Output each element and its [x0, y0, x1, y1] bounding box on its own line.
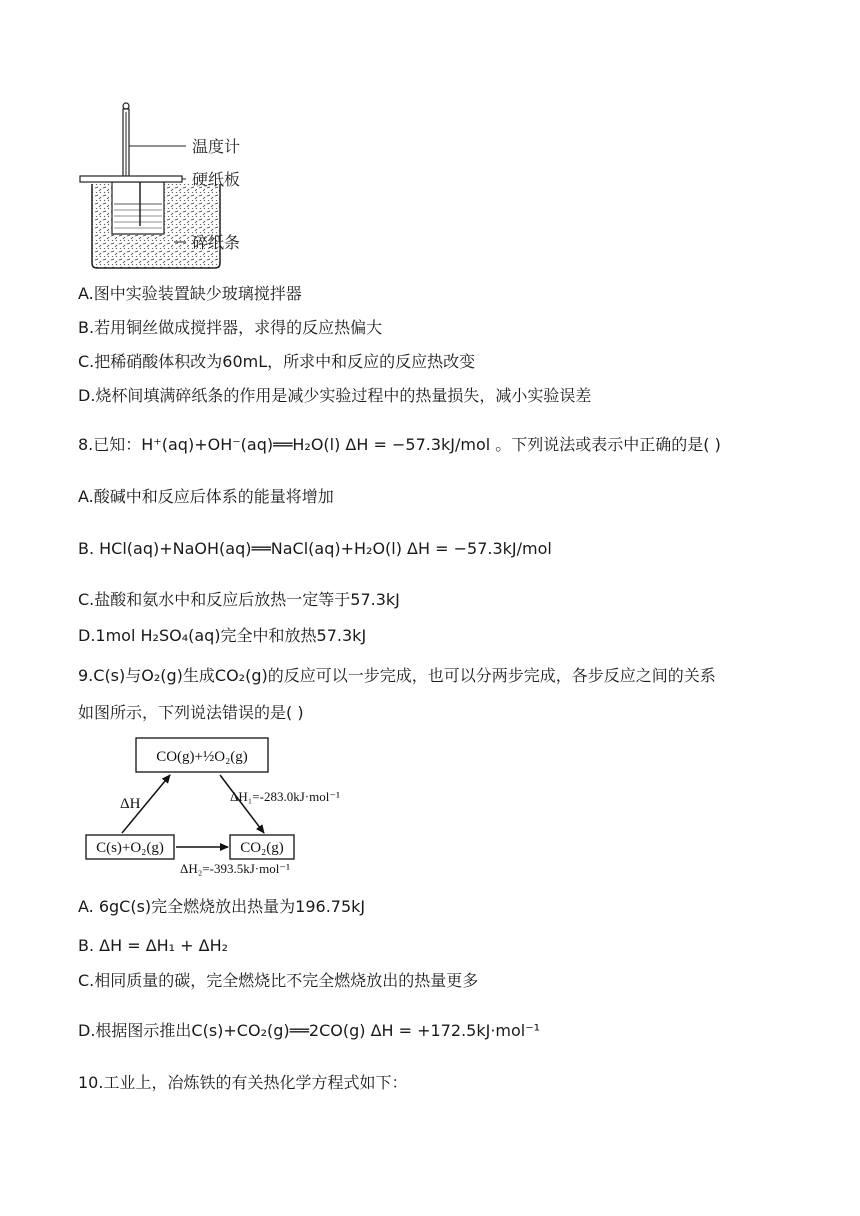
q9-stem-line2: 如图所示，下列说法错误的是( ): [78, 703, 304, 722]
q7-option-d: D.烧杯间填满碎纸条的作用是减少实验过程中的热量损失，减小实验误差: [78, 386, 592, 405]
arrow-step2: [220, 775, 264, 833]
enthalpy-cycle-diagram: [84, 735, 341, 876]
q9-option-b: B. ΔH = ΔH₁ + ΔH₂: [78, 936, 229, 955]
delta-h1-label: ΔH₁=-283.0kJ·mol⁻¹: [230, 789, 341, 804]
q7-option-c: C.把稀硝酸体积改为60mL，所求中和反应的反应热改变: [78, 352, 476, 371]
intermediate-state-label: CO(g)+½O₂(g): [156, 749, 248, 765]
q9-stem-line1: 9.C(s)与O₂(g)生成CO₂(g)的反应可以一步完成，也可以分两步完成，各步反应之间的关系: [78, 666, 716, 685]
paper-scraps-label: 碎纸条: [192, 233, 241, 252]
calorimeter-diagram: [78, 98, 278, 273]
reactant-label: C(s)+O₂(g): [96, 840, 164, 856]
q8-option-b: B. HCl(aq)+NaOH(aq)══NaCl(aq)+H₂O(l) ΔH = −57.3kJ/mol: [78, 539, 552, 558]
q7-option-a: A.图中实验装置缺少玻璃搅拌器: [78, 284, 302, 303]
product-label: CO₂(g): [240, 840, 284, 856]
thermometer-label: 温度计: [192, 137, 241, 156]
q8-option-d: D.1mol H₂SO₄(aq)完全中和放热57.3kJ: [78, 626, 367, 645]
cardboard-label: 硬纸板: [192, 170, 241, 189]
q8-option-c: C.盐酸和氨水中和反应后放热一定等于57.3kJ: [78, 590, 400, 609]
delta-h-label: ΔH: [120, 796, 141, 812]
delta-h2-label: ΔH₂=-393.5kJ·mol⁻¹: [180, 861, 291, 876]
q8-option-a: A.酸碱中和反应后体系的能量将增加: [78, 487, 334, 506]
q9-option-a: A. 6gC(s)完全燃烧放出热量为196.75kJ: [78, 897, 366, 916]
q8-stem: 8.已知：H⁺(aq)+OH⁻(aq)══H₂O(l) ΔH = −57.3kJ/mol 。下列说法或表示中正确的是( ): [78, 435, 721, 454]
q7-option-b: B.若用铜丝做成搅拌器，求得的反应热偏大: [78, 318, 383, 337]
q10-stem: 10.工业上，冶炼铁的有关热化学方程式如下：: [78, 1073, 408, 1092]
q9-option-c: C.相同质量的碳，完全燃烧比不完全燃烧放出的热量更多: [78, 971, 479, 990]
q9-option-d: D.根据图示推出C(s)+CO₂(g)══2CO(g) ΔH = +172.5kJ·mol⁻¹: [78, 1021, 541, 1040]
